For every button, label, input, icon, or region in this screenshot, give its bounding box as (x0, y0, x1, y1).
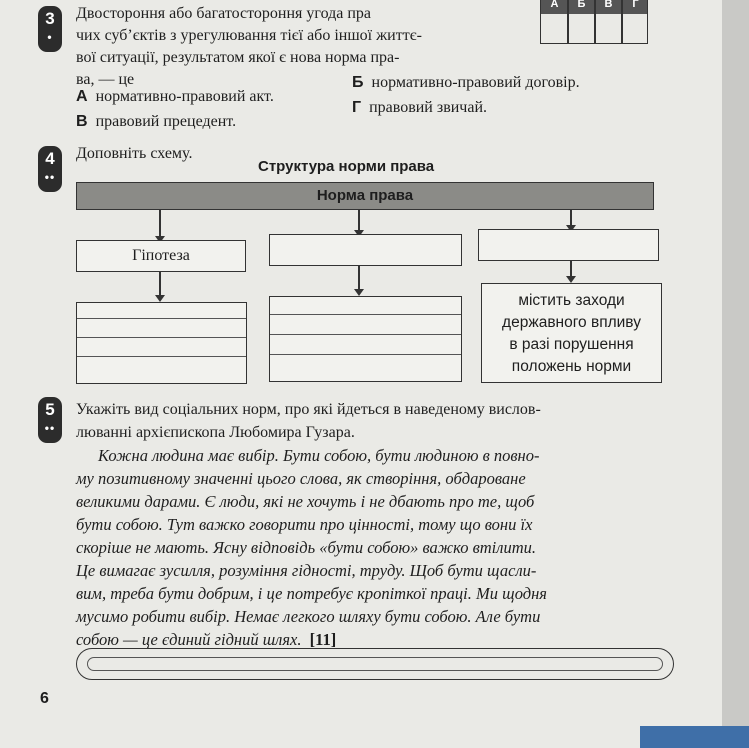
answer-grid-header-d: Г (632, 0, 639, 10)
option-d (352, 97, 487, 119)
hypothesis-box (76, 240, 246, 272)
answer-line (270, 334, 461, 335)
question-5-answer-field[interactable] (76, 648, 674, 680)
arrow-down-icon (570, 210, 572, 226)
option-a (76, 86, 274, 108)
question-5-number: 5 (45, 400, 55, 419)
option-a-text: нормативно-правовий акт. (95, 88, 274, 105)
answer-line (270, 314, 461, 315)
grid-divider (621, 0, 623, 43)
arrow-down-icon (570, 261, 572, 277)
quote-line-2: му позитивному значенні цього слова, як створіння, обдароване (76, 469, 526, 488)
hypothesis-label: Гіпотеза (132, 247, 190, 264)
quote-line-8: мусимо робити вибір. Немає легкого шляху бути собою. Але бути (76, 607, 541, 626)
question-3-line-2: чих суб’єктів з урегулювання тієї або іншої життє- (76, 27, 422, 44)
hypothesis-answer-lines[interactable] (76, 302, 247, 384)
quote-line-3: великими дарами. Є люди, які не хочуть і не дбають про те, щоб (76, 492, 535, 511)
question-4-number: 4 (45, 149, 55, 168)
option-c-letter: В (76, 113, 88, 130)
question-3-number-badge (38, 6, 62, 52)
page-number: 6 (40, 690, 49, 707)
sanction-description-box (481, 283, 662, 383)
option-c (76, 111, 236, 133)
norm-bar: Норма права (76, 182, 654, 210)
answer-grid-header-c: В (604, 0, 613, 10)
disposition-blank-box[interactable] (269, 234, 462, 266)
question-5-number-badge (38, 397, 62, 443)
difficulty-dots-icon: •• (44, 421, 56, 435)
adjacent-page-edge (722, 0, 749, 748)
option-d-letter: Г (352, 99, 362, 116)
answer-line (77, 356, 246, 357)
option-b-text: нормативно-правовий договір. (371, 74, 580, 91)
grid-divider (594, 0, 596, 43)
option-c-text: правовий прецедент. (95, 113, 237, 130)
disposition-answer-lines[interactable] (269, 296, 462, 382)
answer-line (77, 318, 246, 319)
answer-grid-header-a: А (550, 0, 559, 10)
quote-line-7: вим, треба бути добрим, і це потребує кропіткої праці. Ми щодня (76, 584, 547, 603)
grid-divider (567, 0, 569, 43)
arrow-down-icon (358, 266, 360, 290)
answer-grid[interactable] (540, 0, 648, 44)
option-b-letter: Б (352, 74, 364, 91)
citation-ref: [11] (309, 630, 337, 649)
quote-line-5: скоріше не мають. Ясну відповідь «бути собою» важко втілити. (76, 538, 536, 557)
question-3-line-3: вої ситуації, результатом якої є нова норма пра- (76, 49, 400, 66)
schema-title: Структура норми права (258, 158, 435, 175)
question-5-prompt-line-2: люванні архієпископа Любомира Гузара. (76, 424, 355, 441)
description-line-2: державного впливу (502, 314, 641, 331)
description-line-4: положень норми (511, 358, 632, 375)
description-line-1: містить заходи (518, 292, 625, 309)
quote-line-1: Кожна людина має вибір. Бути собою, бути людиною в повно- (98, 446, 540, 465)
answer-line (270, 354, 461, 355)
description-line-3: в разі порушення (509, 336, 634, 353)
option-d-text: правовий звичай. (369, 99, 488, 116)
quote-line-4: бути собою. Тут важко говорити про цінності, тому що вони їх (76, 515, 533, 534)
table-surface (640, 726, 749, 748)
answer-grid-header-b: Б (577, 0, 586, 10)
question-3-line-4: ва, — це (76, 71, 135, 88)
difficulty-dots-icon: • (47, 30, 53, 44)
option-b (352, 72, 580, 94)
option-a-letter: А (76, 88, 88, 105)
quote-line-6: Це вимагає зусилля, розуміння гідності, труду. Щоб бути щасли- (76, 561, 537, 580)
question-5-prompt-line-1: Укажіть вид соціальних норм, про які йдеться в наведеному вислов- (76, 401, 541, 418)
arrow-down-icon (358, 210, 360, 231)
quote-line-9-text: собою — це єдиний гідний шлях. (76, 630, 302, 649)
arrow-down-icon (159, 272, 161, 296)
question-4-number-badge (38, 146, 62, 192)
question-3-number: 3 (45, 9, 55, 28)
answer-line (77, 337, 246, 338)
question-4-prompt: Доповніть схему. (76, 145, 193, 162)
difficulty-dots-icon: •• (44, 170, 56, 184)
arrow-down-icon (159, 210, 161, 237)
question-3-line-1: Двостороння або багатостороння угода пра (76, 5, 372, 22)
sanction-blank-box[interactable] (478, 229, 659, 261)
